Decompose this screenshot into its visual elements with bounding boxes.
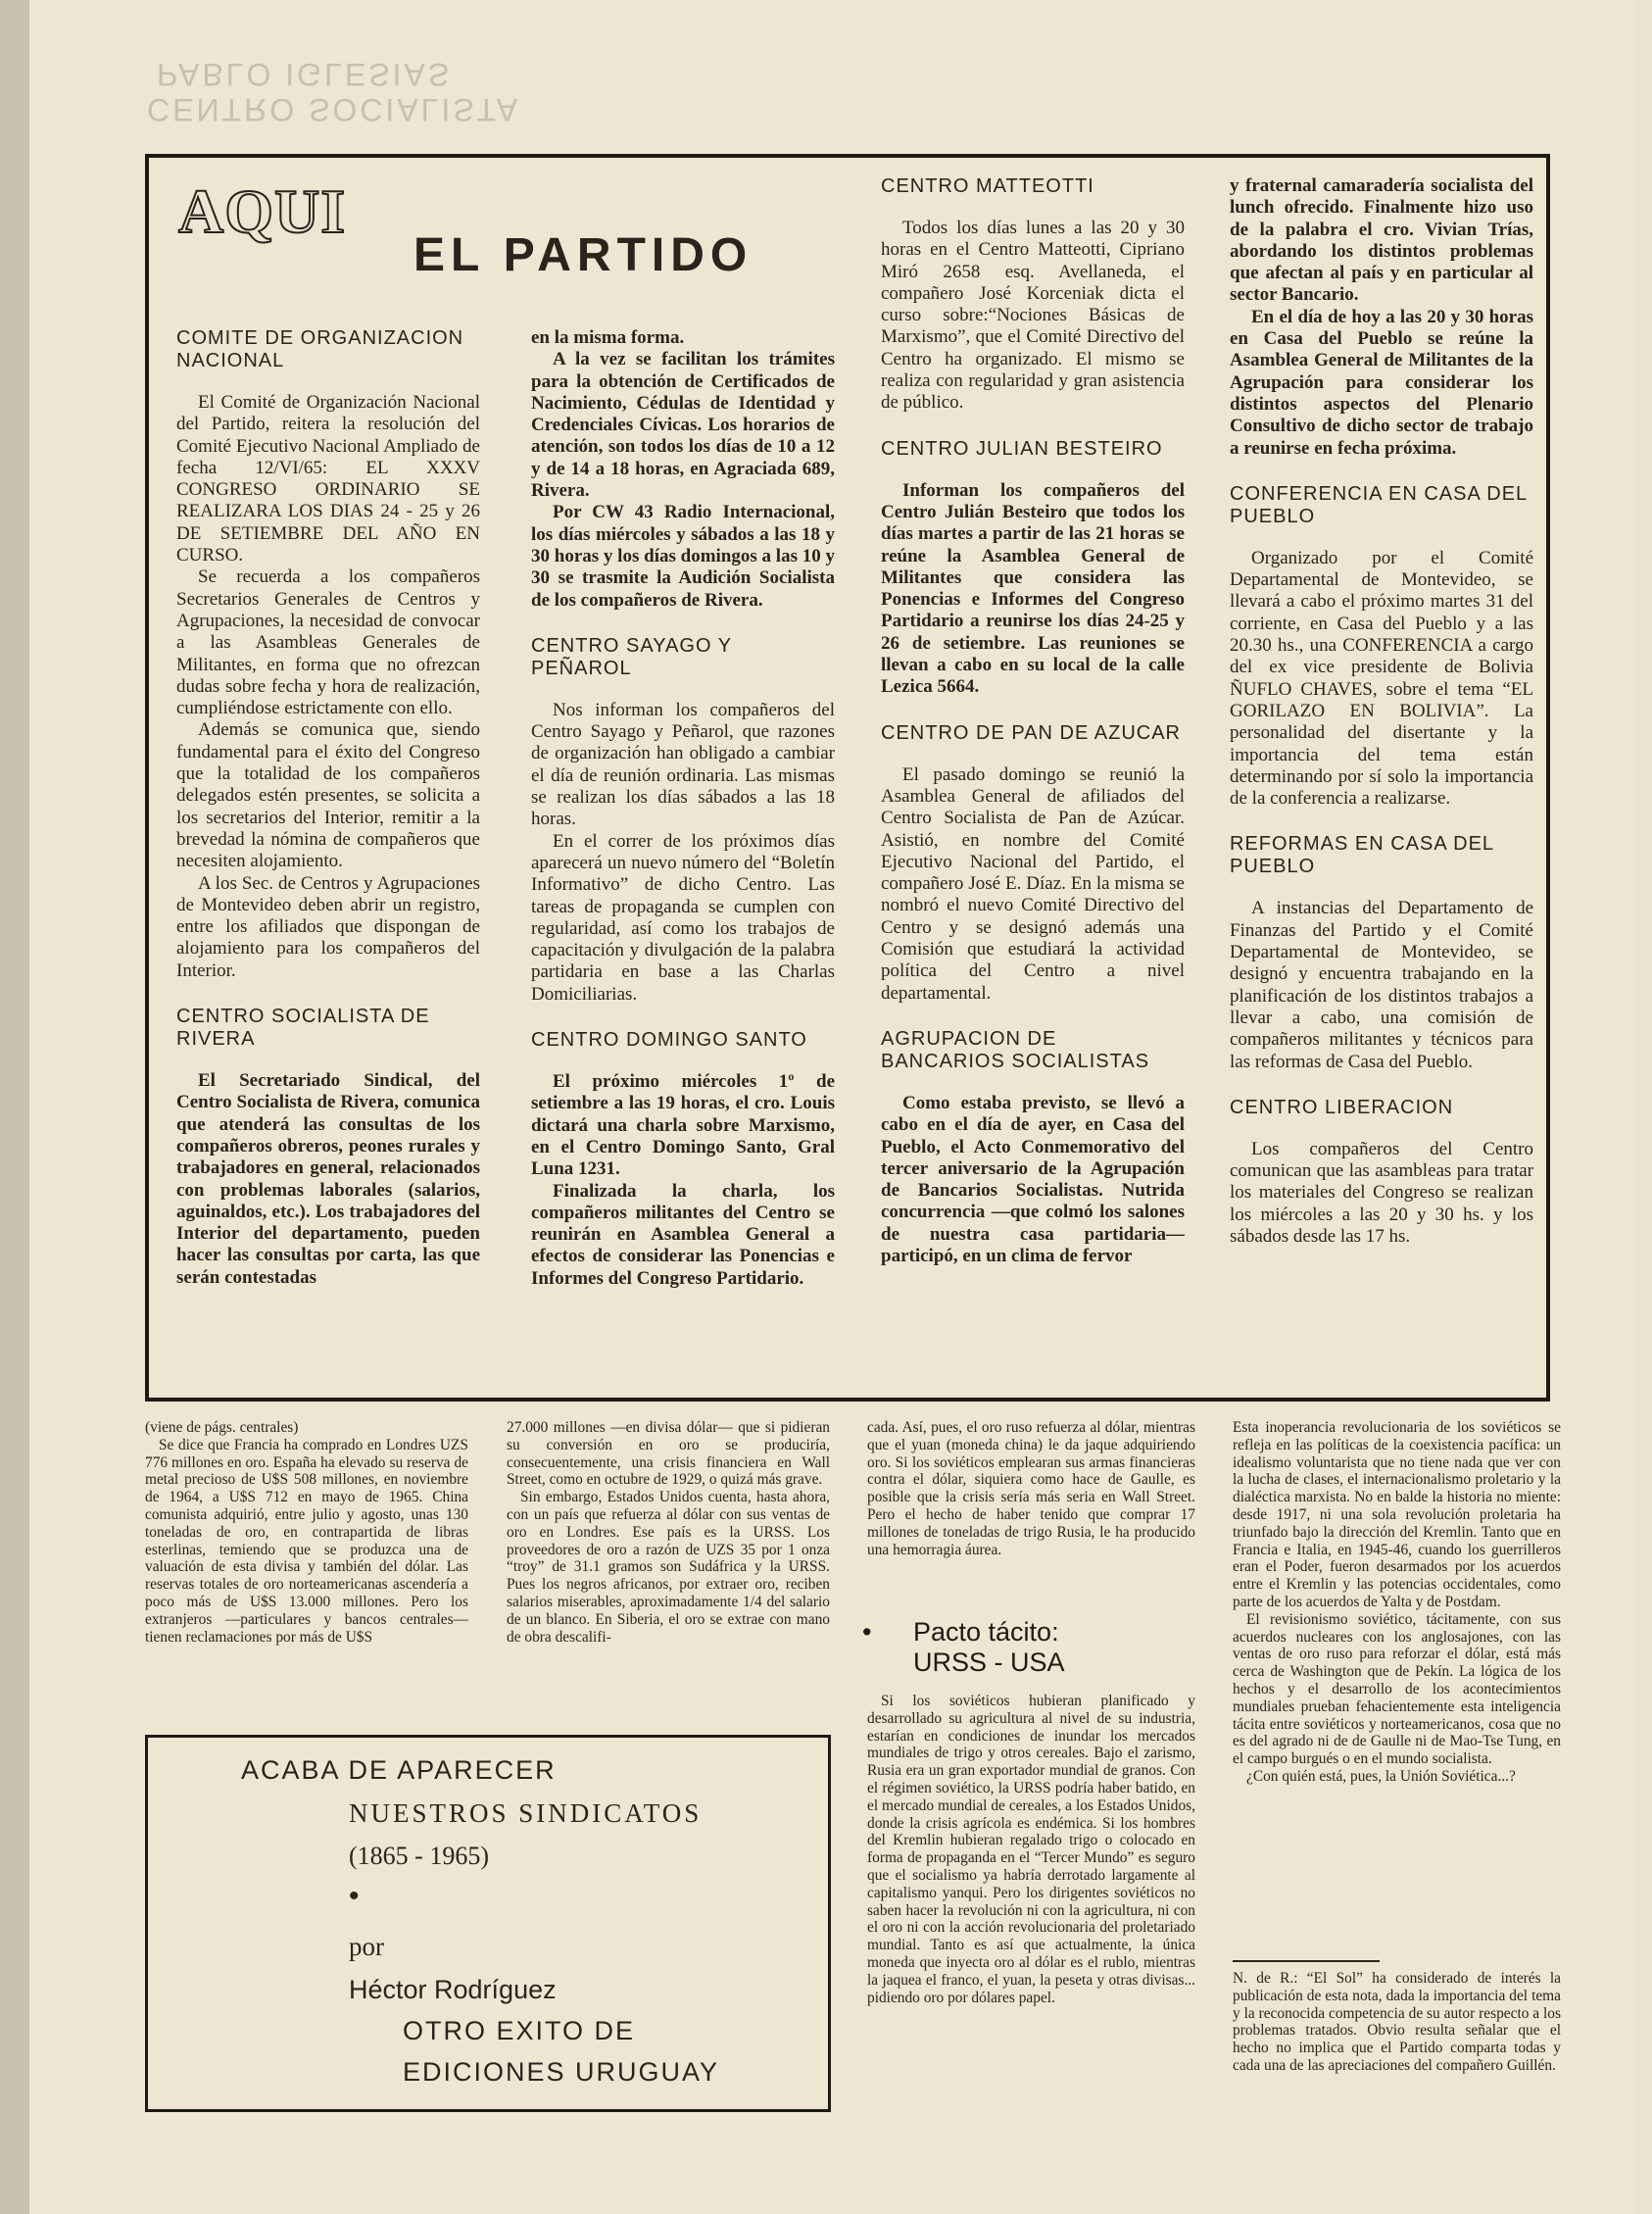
article-paragraph: 27.000 millones —en divisa dólar— que si pidieran su conversión en oro se produciría, consecuentemente, una crisis financiera en Wall Street, como en octubre de 1929, o quizá más grave. — [507, 1419, 830, 1489]
continuation-note: (viene de págs. centrales) — [145, 1419, 299, 1436]
page-edge — [0, 0, 29, 2214]
article-paragraph: Se dice que Francia ha comprado en Londres UZS 776 millones en oro. España ha elevado su reserva de metal precioso de U$S 508 millones, en noviembre de 1964, a U$S 712 en mayo de 1965. China comunista adquirió, entre julio y agosto, unas 130 toneladas de oro, en contrapartida de libras esterlinas, temiendo que se produzca una de valuación de esta divisa y también del dólar. Las reservas totales de oro norteamericanas ascendería a poco más de U$S 13.000 millones. Pero los extranjeros —particulares y bancos centrales— tienen reclamaciones por más de U$S — [145, 1436, 468, 1646]
subheading-pacto-tacito — [862, 1617, 1065, 1678]
lower-column-4 — [1233, 1419, 1561, 1953]
heading-conferencia: CONFERENCIA EN CASA DEL PUEBLO — [1230, 482, 1528, 527]
article-paragraph: A la vez se facilitan los trámites para la obtención de Certificados de Nacimiento, Cédulas de Identidad y Credenciales Cívicas. Los horarios de atención, son todos los días de 10 a 12 y de 14 a 18 horas, en Agraciada 689, Rivera. — [531, 349, 835, 502]
ad-years: (1865 - 1965) — [349, 1842, 489, 1870]
column-3 — [881, 175, 1185, 1398]
note-divider — [1233, 1960, 1380, 1962]
article-paragraph: Informan los compañeros del Centro Julián Besteiro que todos los días martes a partir de las 21 horas se reúne la Asamblea General de Militantes que considera las Ponencias e Informes del Congreso Partidario a reunirse los días 24-25 y 26 de setiembre. Las reuniones se llevan a cabo en su local de la calle Lezica 5664. — [881, 479, 1185, 698]
heading-comite-organizacion: COMITE DE ORGANIZACION NACIONAL — [176, 327, 464, 371]
stamp-line-1: CENTRO SOCIALISTA — [147, 92, 521, 127]
column-4 — [1230, 175, 1533, 1398]
lower-column-3-top — [867, 1419, 1195, 1605]
article-paragraph: Si los soviéticos hubieran planificado y desarrollado su agricultura al nivel de su industria, estarían en condiciones de inundar los mercados mundiales de trigo y otros cereales. Bajo el zarismo, Rusia era un gran exportador mundial de granos. Con el régimen soviético, la URSS podría haber batido, en el mercado mundial de cereales, a los Estados Unidos, donde la crisis agrícola es endémica. Si los hombres del Kremlin hubieran regalado trigo o colocado en forma de propaganda en el “Tercer Mundo” es seguro que el socialismo ya habría derrotado largamente al capitalismo yanqui. Pero los dirigentes soviéticos no saben hacer la revolución ni con la agricultura, ni con el oro ni con la acción revolucionaria del proletariado mundial. Tanto es así que actualmente, la única moneda que inyecta oro al dólar es el rublo, mientras la jaquea el franco, el yuan, la peseta y otras divisas... pidiendo oro por dólares papel. — [867, 1693, 1195, 2006]
el-partido-section — [145, 154, 1550, 1402]
heading-centro-besteiro: CENTRO JULIAN BESTEIRO — [881, 437, 1163, 460]
article-paragraph: Organizado por el Comité Departamental de Montevideo, se llevará a cabo el próximo martes 31 del corriente, en Casa del Pueblo y a las 20.30 hs., una CONFERENCIA a cargo del ex vice presidente de Bolivia ÑUFLO CHAVES, sobre el tema “EL GORILAZO EN BOLIVIA”. La personalidad del disertante y la importancia del tema están determinando por sí solo la importancia de la conferencia a realizarse. — [1230, 547, 1533, 810]
bullet-icon: • — [349, 1880, 360, 1912]
article-paragraph: El revisionismo soviético, tácitamente, con sus acuerdos nucleares con los anglosajones, con las ventas de oro ruso para reforzar el dólar, está más cerca de Washington que de Pekín. La lógica de los hechos y el desarrollo de los acontecimientos mundiales prueban fehacientemente esta inteligencia tácita entre soviéticos y norteamericanos, cosa que no es del agrado ni de de Gaulle ni de Mao-Tse Tung, en el campo burgués o en el mundo socialista. — [1233, 1610, 1561, 1768]
article-paragraph: y fraternal camaradería socialista del lunch ofrecido. Finalmente hizo uso de la palabra el cro. Vivian Trías, abordando los distintos problemas que afectan al país y en particular al sector Bancario. — [1230, 175, 1533, 306]
aqui-logo: AQUI — [178, 176, 347, 246]
heading-centro-sayago: CENTRO SAYAGO Y PEÑAROL — [531, 634, 732, 679]
lower-column-3-bottom — [867, 1693, 1195, 2124]
stamp-line-2: PABLO IGLESIAS — [157, 57, 453, 92]
book-advertisement — [145, 1735, 831, 2112]
heading-centro-liberacion: CENTRO LIBERACION — [1230, 1096, 1454, 1118]
article-paragraph: El Secretariado Sindical, del Centro Socialista de Rivera, comunica que atenderá las consultas de los compañeros obreros, peones rurales y trabajadores en general, relacionados con problemas laborales (salarios, aguinaldos, etc.). Los trabajadores del Interior del departamento, pueden hacer las consultas por carta, las que serán contestadas — [176, 1070, 480, 1288]
heading-centro-rivera: CENTRO SOCIALISTA DE RIVERA — [176, 1006, 430, 1051]
article-paragraph: ¿Con quién está, pues, la Unión Soviética...? — [1246, 1767, 1516, 1785]
ownership-stamp — [147, 57, 520, 127]
article-paragraph: Como estaba previsto, se llevó a cabo en el día de ayer, en Casa del Pueblo, el Acto Conmemorativo del tercer aniversario de la Agrupación de Bancarios Socialistas. Nutrida concurrencia —que colmó los salones de nuestra casa partidaria— participó, en un clima de fervor — [881, 1092, 1185, 1266]
lower-column-2 — [507, 1419, 830, 1713]
article-paragraph: El Comité de Organización Nacional del Partido, reitera la resolución del Comité Ejecutivo Nacional Ampliado de fecha 12/VI/65: EL XXXV CONGRESO ORDINARIO SE REALIZARA LOS DIAS 24 - 25 y 26 DE SETIEMBRE DEL AÑO EN CURSO. — [176, 392, 480, 566]
article-paragraph: Esta inoperancia revolucionaria de los soviéticos se refleja en las políticas de la coexistencia pacífica: un idealismo voluntarista que no tiene nada que ver con la lucha de clases, el internacionalismo proletario y la dialéctica marxista. No en balde la historia no miente: desde 1917, ni una sola revolución proletaria ha triunfado bajo la dirección del Kremlin. Tanto que en Francia e Italia, en 1945-46, cuando los guerrilleros eran el Poder, fueron desarmados por los acuerdos entre el Kremlin y las potencias occidentales, como parte de los acuerdos de Yalta y de Postdam. — [1233, 1419, 1561, 1610]
article-paragraph: en la misma forma. — [531, 327, 685, 348]
column-1 — [176, 327, 480, 1398]
column-2 — [531, 327, 835, 1398]
heading-centro-domingo-santo: CENTRO DOMINGO SANTO — [531, 1029, 807, 1052]
lower-column-1 — [145, 1419, 468, 1713]
editor-note — [1233, 1970, 1561, 2127]
ad-line-1: ACABA DE APARECER — [241, 1755, 557, 1785]
article-paragraph: cada. Así, pues, el oro ruso refuerza al dólar, mientras que el yuan (moneda china) le da jaque adquiriendo oro. Si los soviéticos emplearan sus armas financieras contra el dólar, siquiera como hace de Gaulle, es posible que la crisis sería más seria en Wall Street. Pero el hecho de haber tenido que comprar 17 millones de toneladas de trigo Rusia, le ha producido una hemorragia áurea. — [867, 1419, 1195, 1558]
article-paragraph: Sin embargo, Estados Unidos cuenta, hasta ahora, con un país que refuerza al dólar con sus ventas de oro en Londres. Ese país es la URSS. Los proveedores de oro a razón de UZS 35 por 1 onza “troy” de 31.1 gramos son Sudáfrica y la URSS. Pues los negros africanos, por extraer oro, reciben salarios miserables, aproximadamente 1/4 del salario de un blanco. En Siberia, el oro se extrae con mano de obra descalifi- — [507, 1489, 830, 1646]
article-paragraph: Además se comunica que, siendo fundamental para el éxito del Congreso que la totalidad de los compañeros delegados estén presentes, se solicita a los secretarios del Interior, remitir a la brevedad la nómina de compañeros que necesiten alojamiento. — [176, 719, 480, 872]
ad-author: Héctor Rodríguez — [349, 1975, 557, 2004]
editor-note-text: N. de R.: “El Sol” ha considerado de interés la publicación de esta nota, dada la importancia del tema y la reconocida competencia de su autor respecto a los problemas tratados. Obvio resulta señalar que el hecho no implica que el Partido comparta todas y cada una de las apreciaciones del compañero Guillén. — [1233, 1970, 1561, 2074]
ad-publisher: EDICIONES URUGUAY — [403, 2057, 720, 2087]
article-paragraph: A instancias del Departamento de Finanzas del Partido y el Comité Departamental de Montevideo, se designó y encuentra trabajando en la planificación de los distintos trabajos a llevar a cabo, una comisión de compañeros militantes y técnicos para las reformas de Casa del Pueblo. — [1230, 898, 1533, 1072]
heading-agrupacion-bancarios: AGRUPACION DE BANCARIOS SOCIALISTAS — [881, 1027, 1150, 1072]
heading-centro-pan-de-azucar: CENTRO DE PAN DE AZUCAR — [881, 721, 1181, 744]
article-paragraph: A los Sec. de Centros y Agrupaciones de Montevideo deben abrir un registro, entre los afiliados que dispongan de alojamiento para los compañeros del Interior. — [176, 872, 480, 981]
heading-reformas: REFORMAS EN CASA DEL PUEBLO — [1230, 833, 1494, 878]
ad-book-title: NUESTROS SINDICATOS — [349, 1798, 703, 1828]
article-paragraph: En el correr de los próximos días aparecerá un nuevo número del “Boletín Informativo” de dicho Centro. Las tareas de propaganda se cumplen con regularidad, así como los trabajos de capacitación y divulgación de la palabra partidaria en base a las Charlas Domiciliarias. — [531, 830, 835, 1005]
bullet-icon: • — [862, 1617, 872, 1647]
article-paragraph: En el día de hoy a las 20 y 30 horas en Casa del Pueblo se reúne la Asamblea General de Militantes de la Agrupación para considerar los distintos aspectos del Plenario Consultivo de dicho sector de trabajo a reunirse en fecha próxima. — [1230, 306, 1533, 459]
article-paragraph: Finalizada la charla, los compañeros militantes del Centro se reunirán en Asamblea General a efectos de considerar las Ponencias e Informes del Congreso Partidario. — [531, 1180, 835, 1289]
article-paragraph: Todos los días lunes a las 20 y 30 horas en el Centro Matteotti, Cipriano Miró 2658 esq. Avellaneda, el compañero José Korceniak dicta el curso sobre:“Nociones Básicas de Marxismo”, que el Comité Directivo del Centro ha organizado. El mismo se realiza con regularidad y gran asistencia de público. — [881, 218, 1185, 414]
article-paragraph: El pasado domingo se reunió la Asamblea General de afiliados del Centro Socialista de Pan de Azúcar. Asistió, en nombre del Comité Ejecutivo Nacional del Partido, el compañero José E. Díaz. En la misma se nombró el nuevo Comité Directivo del Centro y se designó además una Comisión que estudiará la actividad política del Centro a nivel departamental. — [881, 763, 1185, 1004]
subheading-line-1: Pacto tácito: — [913, 1617, 1059, 1647]
article-paragraph: Por CW 43 Radio Internacional, los días miércoles y sábados a las 18 y 30 horas y los días domingos a las 10 y 30 se trasmite la Audición Socialista de los compañeros de Rivera. — [531, 502, 835, 611]
subheading-line-2: URSS - USA — [913, 1648, 1065, 1677]
article-paragraph: Se recuerda a los compañeros Secretarios Generales de Centros y Agrupaciones, la necesidad de convocar a las Asambleas Generales de Militantes, en forma que no ofrezcan dudas sobre fecha y hora de realización, cumpliéndose estrictamente con ello. — [176, 566, 480, 719]
ad-line-6: OTRO EXITO DE — [403, 2016, 636, 2045]
article-paragraph: Los compañeros del Centro comunican que las asambleas para tratar los materiales del Congreso se realizan los miércoles a las 20 y 30 hs. y los sábados desde las 17 hs. — [1230, 1138, 1533, 1247]
heading-centro-matteotti: CENTRO MATTEOTTI — [881, 175, 1094, 197]
article-paragraph: El próximo miércoles 1º de setiembre a las 19 horas, el cro. Louis dictará una charla sobre Marxismo, en el Centro Domingo Santo, Gral Luna 1231. — [531, 1071, 835, 1180]
section-title: EL PARTIDO — [413, 229, 753, 281]
ad-por: por — [349, 1932, 384, 1961]
article-paragraph: Nos informan los compañeros del Centro Sayago y Peñarol, que razones de organización han obligado a cambiar el día de reunión ordinaria. Las mismas se realizan los días sábados a las 18 horas. — [531, 699, 835, 830]
